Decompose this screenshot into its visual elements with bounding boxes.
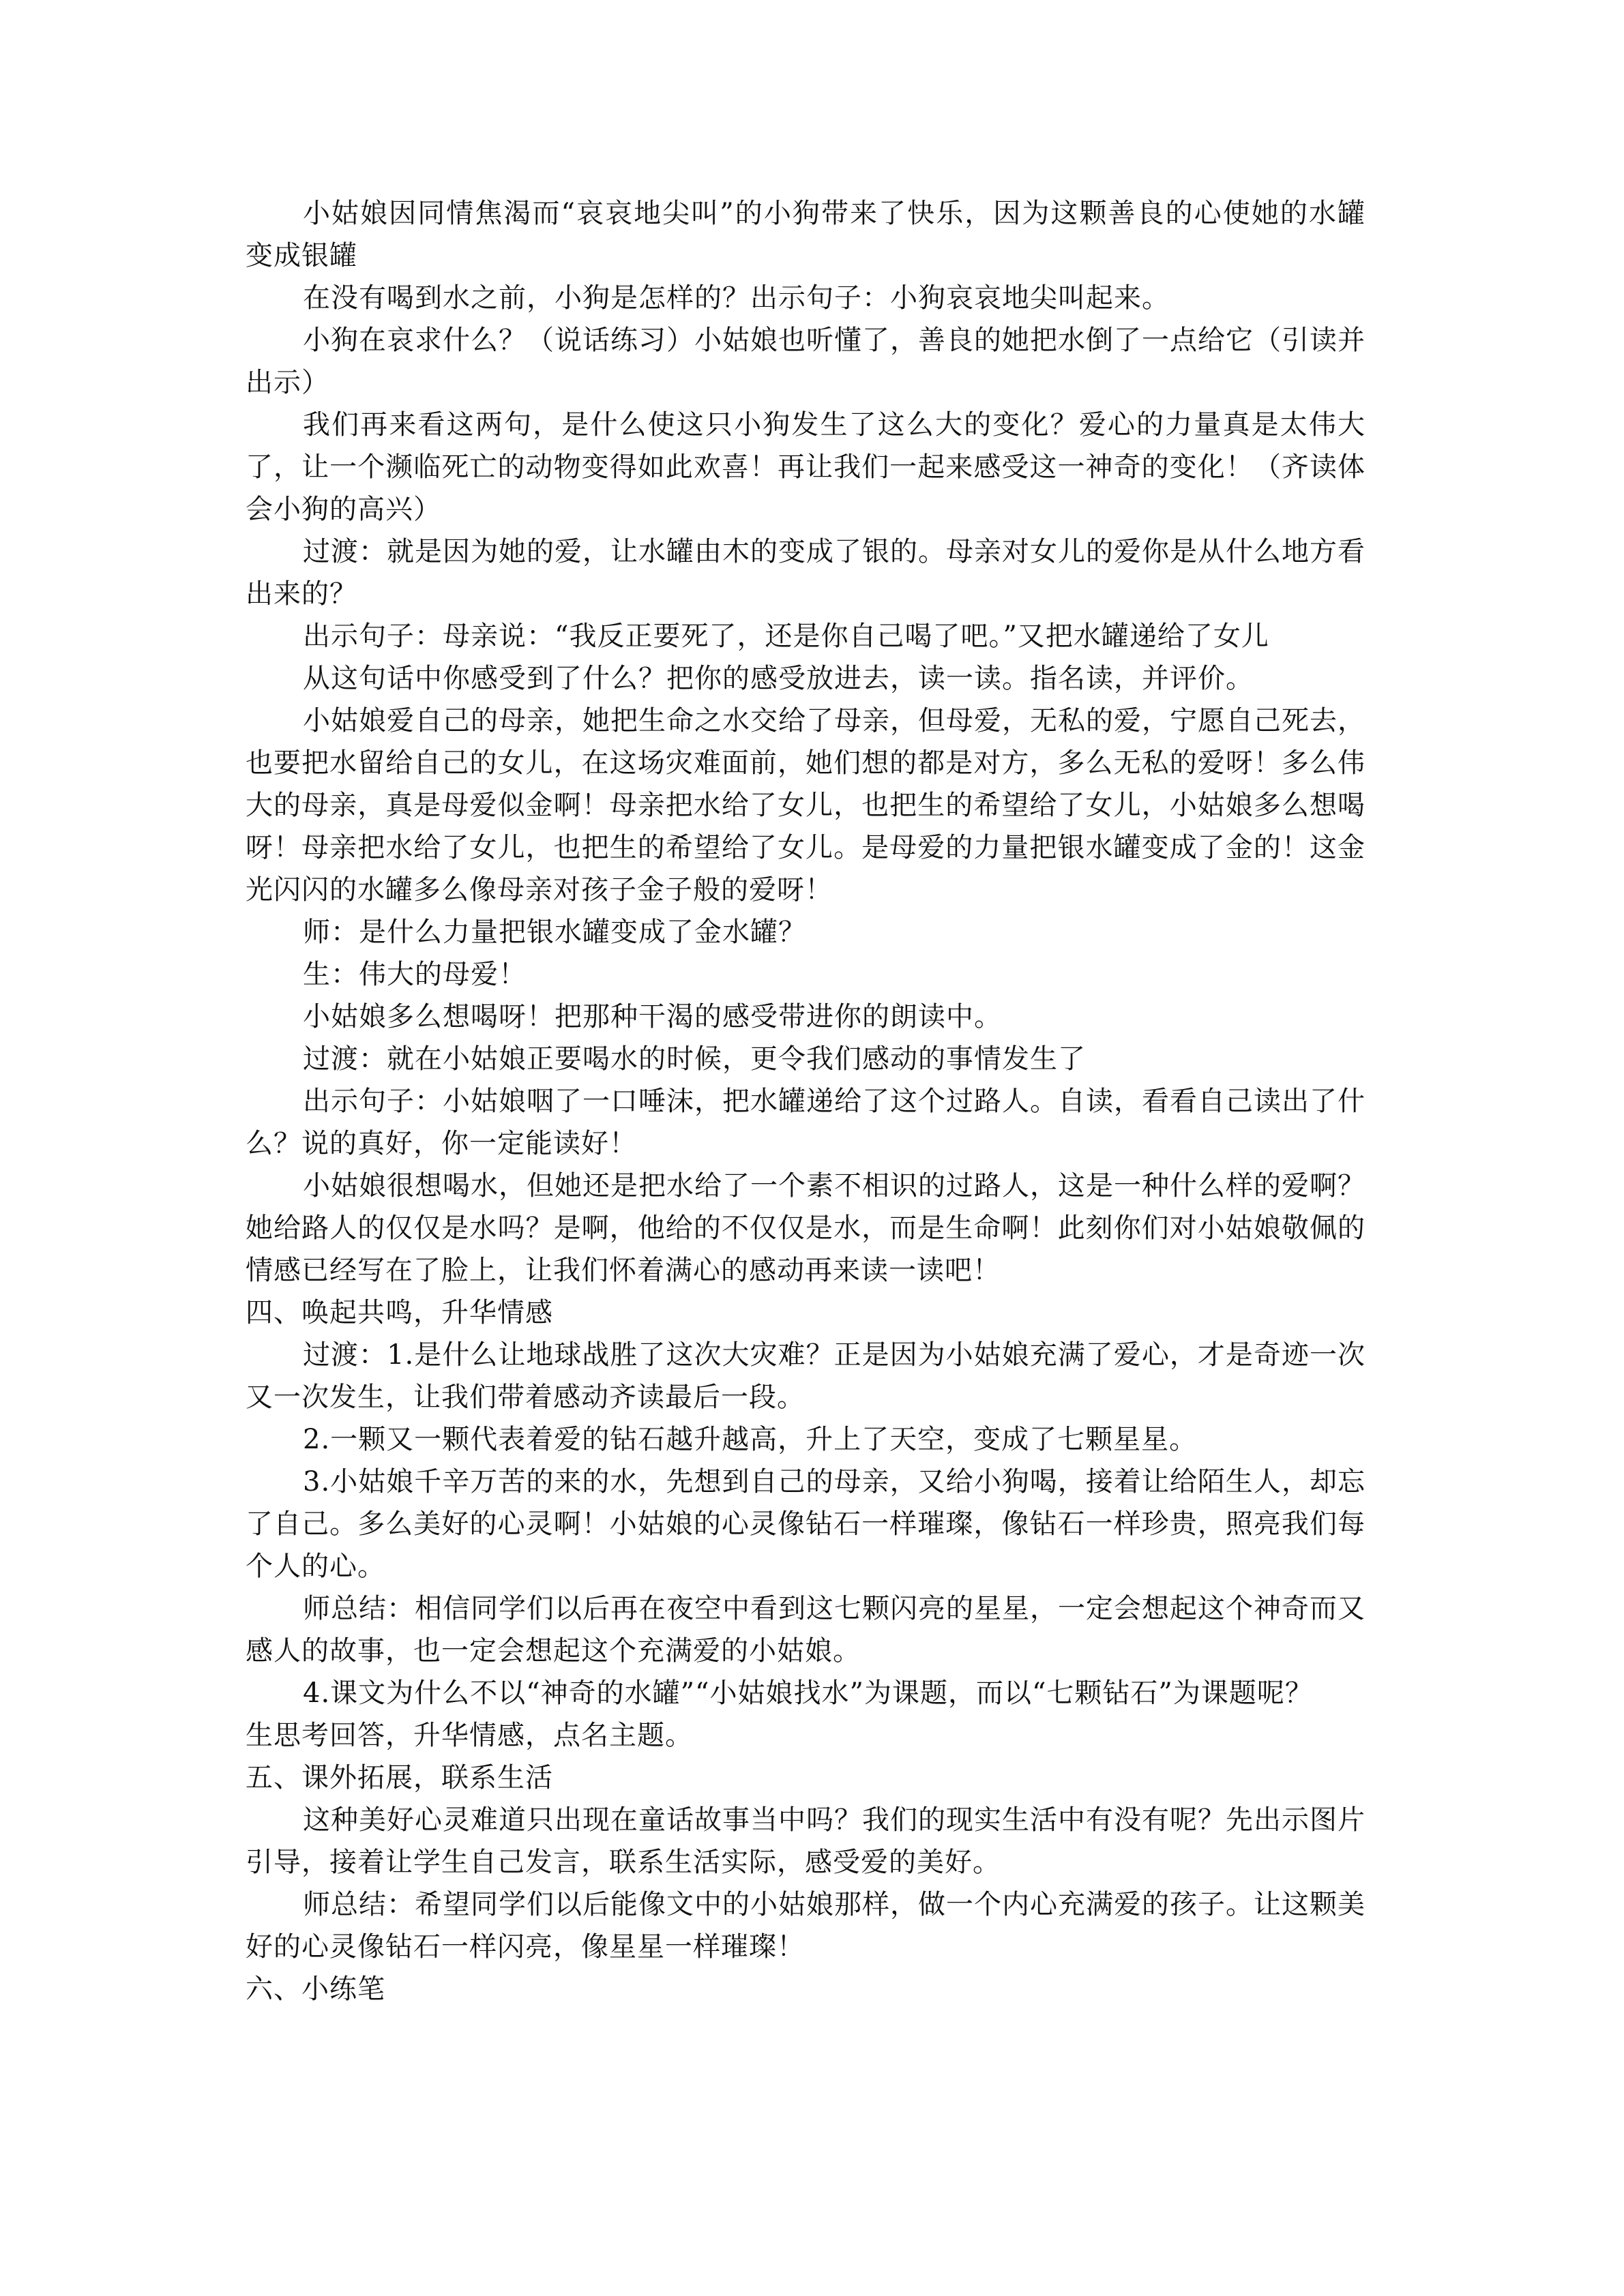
paragraph-19: 4.课文为什么不以“神奇的水罐”“小姑娘找水”为课题，而以“七颗钻石”为课题呢？ (303, 1678, 1313, 1709)
paragraph-17: 3.小姑娘千辛万苦的来的水，先想到自己的母亲，又给小狗喝，接着让给陌生人，却忘了自己。多么美好的心灵啊！小姑娘的心灵像钻石一样璀璨，像钻石一样珍贵，照亮我们每个人的心。 (246, 1466, 1365, 1582)
section-heading-6: 六、小练笔 (246, 1973, 385, 2005)
paragraph-16: 2.一颗又一颗代表着爱的钻石越升越高，升上了天空，变成了七颗星星。 (303, 1424, 1198, 1455)
paragraph-22: 师总结：希望同学们以后能像文中的小姑娘那样，做一个内心充满爱的孩子。让这颗美好的心灵像钻石一样闪亮，像星星一样璀璨！ (246, 1889, 1365, 1963)
paragraph-9: 师：是什么力量把银水罐变成了金水罐？ (303, 916, 806, 948)
paragraph-18: 师总结：相信同学们以后再在夜空中看到这七颗闪亮的星星，一定会想起这个神奇而又感人的故事，也一定会想起这个充满爱的小姑娘。 (246, 1593, 1365, 1667)
section-heading-4: 四、唤起共鸣，升华情感 (246, 1297, 553, 1328)
paragraph-10: 生：伟大的母爱！ (303, 959, 527, 990)
paragraph-15: 过渡：1.是什么让地球战胜了这次大灾难？正是因为小姑娘充满了爱心，才是奇迹一次又一次发生，让我们带着感动齐读最后一段。 (246, 1339, 1365, 1413)
paragraph-6: 出示句子：母亲说：“我反正要死了，还是你自己喝了吧。”又把水罐递给了女儿 (303, 621, 1269, 652)
paragraph-5: 过渡：就是因为她的爱，让水罐由木的变成了银的。母亲对女儿的爱你是从什么地方看出来的？ (246, 536, 1365, 610)
paragraph-8: 小姑娘爱自己的母亲，她把生命之水交给了母亲，但母爱，无私的爱，宁愿自己死去，也要把水留给自己的女儿，在这场灾难面前，她们想的都是对方，多么无私的爱呀！多么伟大的母亲，真是母爱似金啊！母亲把水给了女儿，也把生的希望给了女儿，小姑娘多么想喝呀！母亲把水给了女儿，也把生的希望给了女儿。是母爱的力量把银水罐变成了金的！这金光闪闪的水罐多么像母亲对孩子金子般的爱呀！ (246, 705, 1365, 906)
document-page (246, 192, 1365, 2010)
paragraph-1: 小姑娘因同情焦渴而“哀哀地尖叫”的小狗带来了快乐，因为这颗善良的心使她的水罐变成银罐 (246, 198, 1365, 271)
paragraph-14: 小姑娘很想喝水，但她还是把水给了一个素不相识的过路人，这是一种什么样的爱啊？她给路人的仅仅是水吗？是啊，他给的不仅仅是水，而是生命啊！此刻你们对小姑娘敬佩的情感已经写在了脸上，让我们怀着满心的感动再来读一读吧！ (246, 1170, 1365, 1286)
paragraph-11: 小姑娘多么想喝呀！把那种干渴的感受带进你的朗读中。 (303, 1001, 1002, 1032)
paragraph-7: 从这句话中你感受到了什么？把你的感受放进去，读一读。指名读，并评价。 (303, 663, 1254, 694)
paragraph-13: 出示句子：小姑娘咽了一口唾沫，把水罐递给了这个过路人。自读，看看自己读出了什么？说的真好，你一定能读好！ (246, 1086, 1365, 1159)
paragraph-3: 小狗在哀求什么？（说话练习）小姑娘也听懂了，善良的她把水倒了一点给它（引读并出示） (246, 325, 1365, 398)
paragraph-20: 生思考回答，升华情感，点名主题。 (246, 1720, 693, 1751)
paragraph-4: 我们再来看这两句，是什么使这只小狗发生了这么大的变化？爱心的力量真是太伟大了，让一个濒临死亡的动物变得如此欢喜！再让我们一起来感受这一神奇的变化！（齐读体会小狗的高兴） (246, 409, 1365, 525)
paragraph-12: 过渡：就在小姑娘正要喝水的时候，更令我们感动的事情发生了 (303, 1043, 1086, 1075)
paragraph-21: 这种美好心灵难道只出现在童话故事当中吗？我们的现实生活中有没有呢？先出示图片引导，接着让学生自己发言，联系生活实际，感受爱的美好。 (246, 1804, 1365, 1878)
section-heading-5: 五、课外拓展，联系生活 (246, 1762, 553, 1793)
paragraph-2: 在没有喝到水之前，小狗是怎样的？出示句子：小狗哀哀地尖叫起来。 (303, 282, 1170, 314)
